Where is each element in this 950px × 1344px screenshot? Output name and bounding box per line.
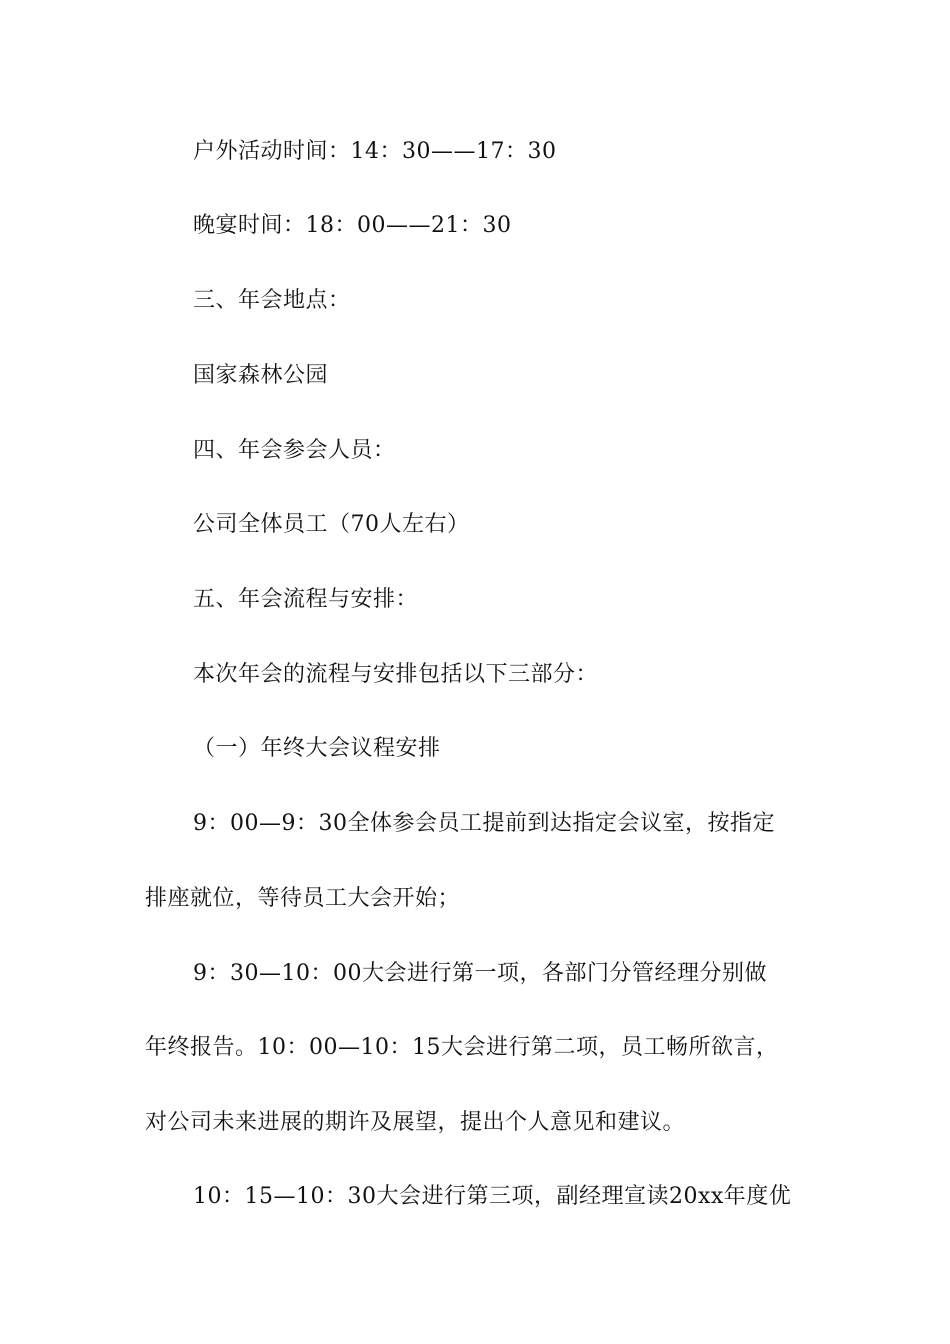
section-heading-location: 三、年会地点：: [193, 288, 351, 313]
section-heading-agenda: 五、年会流程与安排：: [193, 587, 419, 612]
paragraph-line: 排座就位，等待员工大会开始；: [145, 886, 461, 911]
banquet-time: 晚宴时间：18：00——21：30: [193, 213, 512, 238]
paragraph-line: 9：00—9：30全体参会员工提前到达指定会议室，按指定: [193, 811, 775, 836]
location-text: 国家森林公园: [193, 363, 329, 388]
attendees-text: 公司全体员工（70人左右）: [193, 512, 470, 537]
section-heading-attendees: 四、年会参会人员：: [193, 438, 396, 463]
paragraph-line: 9：30—10：00大会进行第一项，各部门分管经理分别做: [193, 961, 767, 986]
paragraph-line: 对公司未来进展的期许及展望，提出个人意见和建议。: [145, 1110, 686, 1135]
subsection-heading-meeting: （一）年终大会议程安排: [193, 736, 441, 761]
paragraph-line: 年终报告。10：00—10：15大会进行第二项，员工畅所欲言，: [145, 1035, 779, 1060]
outdoor-activity-time: 户外活动时间：14：30——17：30: [193, 139, 557, 164]
paragraph-line: 10：15—10：30大会进行第三项，副经理宣读20xx年度优: [193, 1184, 792, 1209]
agenda-intro: 本次年会的流程与安排包括以下三部分：: [193, 662, 599, 687]
